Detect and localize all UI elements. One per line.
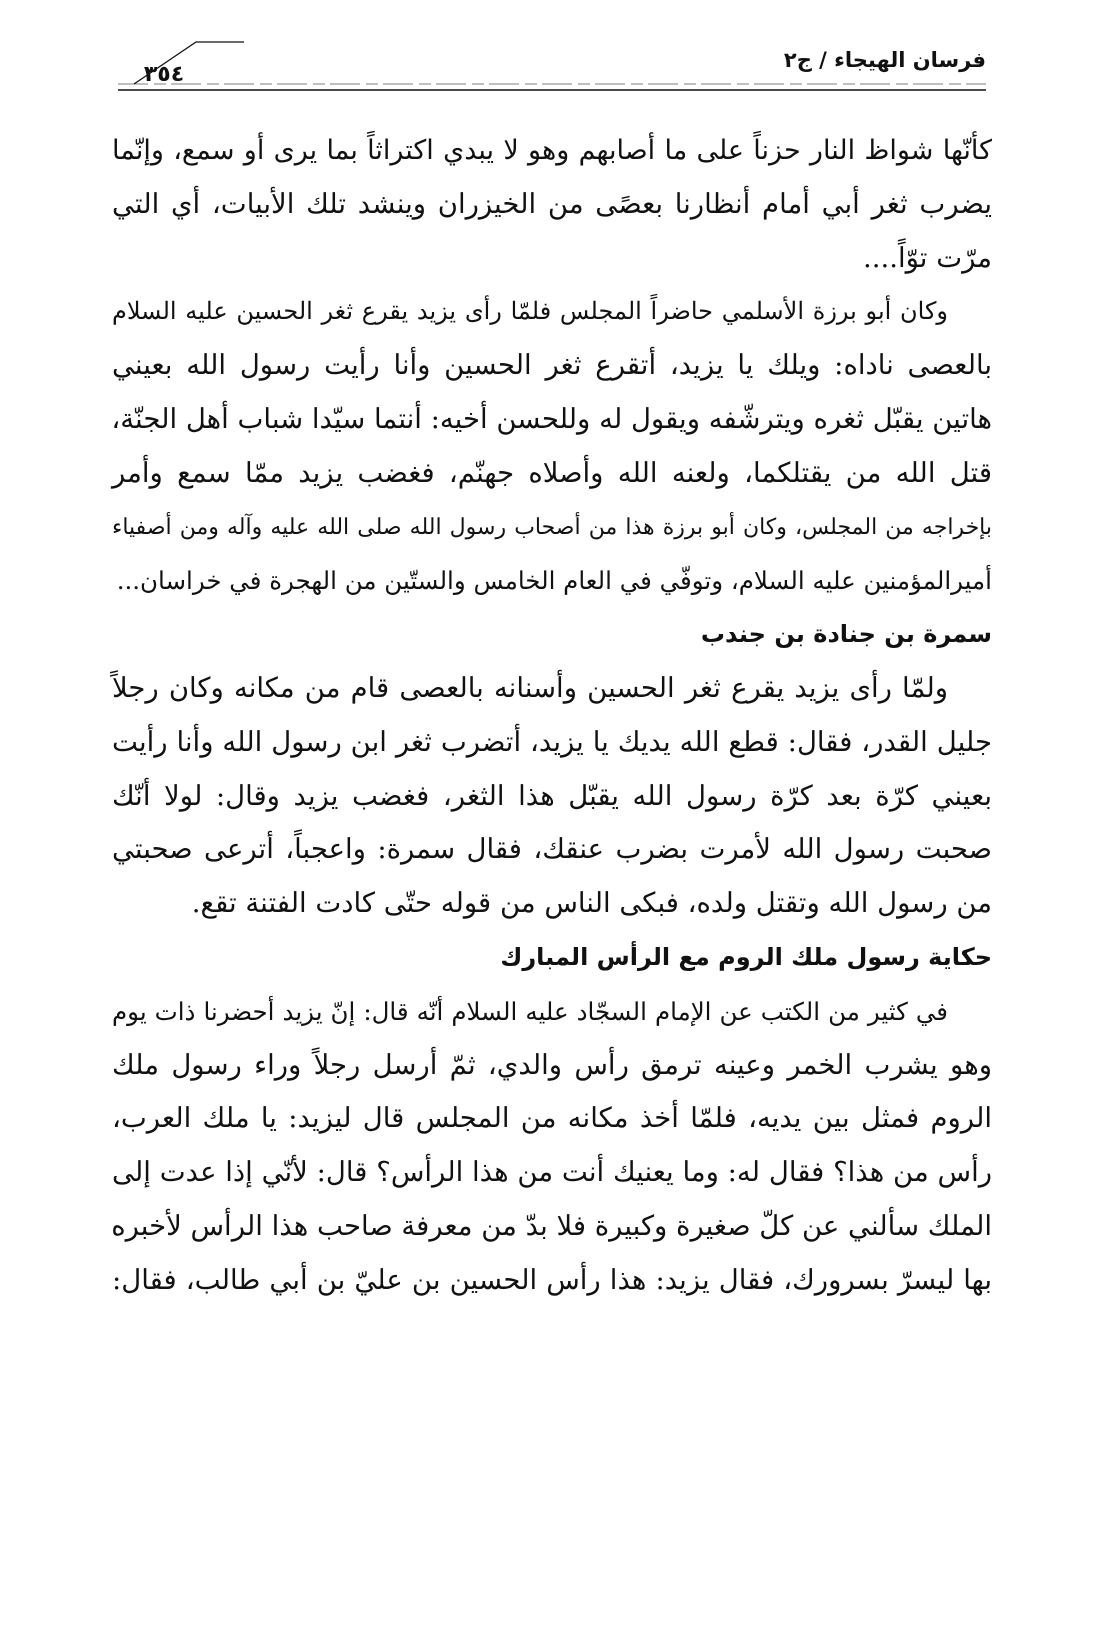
text-line: بها ليسرّ بسرورك، فقال يزيد: هذا رأس الحسين بن عليّ بن أبي طالب، فقال: bbox=[112, 1263, 992, 1296]
text-line: بإخراجه من المجلس، وكان أبو برزة هذا من أصحاب رسول الله صلى الله عليه وآله ومن أصفياء bbox=[112, 514, 992, 540]
text-line: جليل القدر، فقال: قطع الله يديك يا يزيد، أتضرب ثغر ابن رسول الله وأنا رأيت bbox=[112, 725, 992, 758]
text-line: وكان أبو برزة الأسلمي حاضراً المجلس فلمّا رأى يزيد يقرع ثغر الحسين عليه السلام bbox=[112, 297, 948, 326]
text-line: رأس من هذا؟ فقال له: وما يعنيك أنت من هذا الرأس؟ قال: لأنّي إذا عدت إلى bbox=[112, 1156, 992, 1189]
text-line: الملك سألني عن كلّ صغيرة وكبيرة فلا بدّ من معرفة صاحب هذا الرأس لأخبره bbox=[111, 1209, 992, 1242]
book-title: فرسان الهيجاء / ج٢ bbox=[783, 48, 986, 72]
text-line: مرّت توّاً.... bbox=[862, 241, 992, 274]
text-line: كأنّها شواظ النار حزناً على ما أصابهم وهو لا يبدي اكتراثاً بما يرى أو سمع، وإنّما bbox=[112, 135, 992, 166]
text-line: بعيني كرّة بعد كرّة رسول الله يقبّل هذا الثغر، فغضب يزيد وقال: لولا أنّك bbox=[112, 779, 992, 812]
text-line: قتل الله من يقتلكما، ولعنه الله وأصلاه جهنّم، فغضب يزيد ممّا سمع وأمر bbox=[112, 456, 992, 489]
page-number: ٣٥٤ bbox=[143, 62, 185, 87]
text-line: من رسول الله وتقتل ولده، فبكى الناس من قوله حتّى كادت الفتنة تقع. bbox=[191, 887, 992, 920]
text-line: ولمّا رأى يزيد يقرع ثغر الحسين وأسنانه بالعصى قام من مكانه وكان رجلاً bbox=[112, 671, 948, 704]
text-line: في كثير من الكتب عن الإمام السجّاد عليه السلام أنّه قال: إنّ يزيد أحضرنا ذات يوم bbox=[112, 996, 948, 1026]
text-line: أميرالمؤمنين عليه السلام، وتوفّي في العام الخامس والستّين من الهجرة في خراسان... bbox=[116, 566, 992, 596]
running-head bbox=[118, 34, 986, 104]
section-heading: سمرة بن جنادة بن جندب bbox=[700, 620, 992, 649]
text-line: بالعصى ناداه: ويلك يا يزيد، أتقرع ثغر الحسين وأنا رأيت رسول الله بعيني bbox=[112, 349, 992, 382]
text-line: صحبت رسول الله لأمرت بضرب عنقك، فقال سمرة: واعجباً، أترعى صحبتي bbox=[112, 833, 992, 866]
text-line: وهو يشرب الخمر وعينه ترمق رأس والدي، ثمّ أرسل رجلاً وراء رسول ملك bbox=[112, 1048, 992, 1081]
section-heading: حكاية رسول ملك الروم مع الرأس المبارك bbox=[500, 942, 992, 971]
text-line: الروم فمثل بين يديه، فلمّا أخذ مكانه من المجلس قال ليزيد: يا ملك العرب، bbox=[112, 1102, 992, 1135]
text-line: يضرب ثغر أبي أمام أنظارنا بعصًى من الخيزران وينشد تلك الأبيات، أي التي bbox=[112, 187, 992, 220]
body-text bbox=[112, 124, 992, 1308]
text-line: هاتين يقبّل ثغره ويترشّفه ويقول له وللحسن أخيه: أنتما سيّدا شباب أهل الجنّة، bbox=[111, 402, 992, 435]
